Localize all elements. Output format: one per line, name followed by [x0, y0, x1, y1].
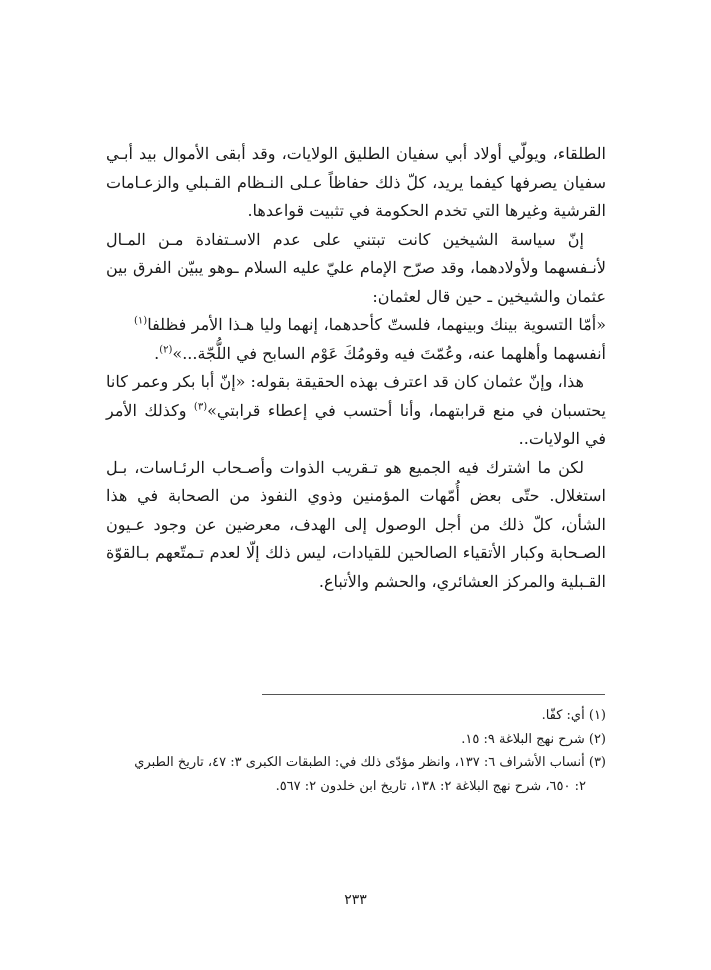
paragraph: [106, 368, 606, 454]
footnote: (٣) أنساب الأشراف ٦: ١٣٧، وانظر مؤدّى ذلك في: الطبقات الكبرى ٣: ٤٧، تاريخ الطبري: [134, 755, 606, 770]
footnote-continuation: ٢: ٦٥٠، شرح نهج البلاغة ٢: ١٣٨، تاريخ ابن خلدون ٢: ٥٦٧.: [275, 778, 586, 794]
footnote-ref: (٢): [159, 344, 173, 356]
footnote-ref: (٣): [193, 401, 208, 413]
paragraph-text: هذا، وإنّ عثمان كان قد اعترف بهذه الحقيقة بقوله: «إنّ أبا بكر وعمر كانا يحتسبان في منع قرابتهما، وأنا أحتسب في إعطاء قرابتي»: [106, 372, 606, 420]
footnotes: [106, 704, 606, 798]
quote-end: .: [154, 343, 160, 363]
paragraph: الطلقاء، ويولّي أولاد أبي سفيان الطليق الولايات، وقد أبقى الأموال بيد أبـي سفيان يصرفها كيفما يريد، كلّ ذلك حفاظاً عـلى النـظام القـبلي والزعـامات القرشية وغيرها التي تخدم الحكومة في تثبيت قواعدها.: [106, 144, 606, 220]
footnote: (٢) شرح نهج البلاغة ٩: ١٥.: [461, 731, 606, 747]
page-number: ٢٣٣: [344, 892, 367, 908]
quote-text: «أمّا التسوية بينك وبينهما، فلستّ كأحدهما، إنهما وليا هـذا الأمر فظلفا: [147, 315, 606, 334]
paragraph-text: وكذلك الأمر في الولايات..: [106, 400, 606, 448]
quote-text: أنفسهما وأهلهما عنه، وعُمّتَ فيه وقومُكَ عَوْم السابح في اللُّجّة...»: [172, 343, 606, 363]
footnote-ref: (١): [134, 315, 148, 327]
paragraph: إنّ سياسة الشيخين كانت تبتني على عدم الاسـتفادة مـن المـال لأنـفسهما ولأولادهما، وقد صرّح الإمام عليّ عليه السلام ـوهو يبيّن الفرق بين عثمان والشيخين ـ حين قال لعثمان:: [106, 229, 606, 306]
footnote-divider: [262, 694, 605, 695]
main-text: [106, 140, 606, 596]
block-quote: [106, 311, 606, 368]
paragraph: لكن ما اشترك فيه الجميع هو تـقريب الذوات وأصـحاب الرئـاسات، بـل استغلال. حتّى بعض أُمّهات المؤمنين وذوي النفوذ من الصحابة في هذا الشأن، كلّ ذلك من أجل الوصول إلى الهدف، معرضين عن وجود عـيون الصـحابة وكبار الأتقياء الصالحين للقيادات، ليس ذلك إلّا لعدم تـمتّعهم بـالقوّة القـبلية والمركز العشائري، والحشم والأتباع.: [106, 457, 606, 591]
footnote: (١) أي: كفّا.: [541, 708, 606, 723]
